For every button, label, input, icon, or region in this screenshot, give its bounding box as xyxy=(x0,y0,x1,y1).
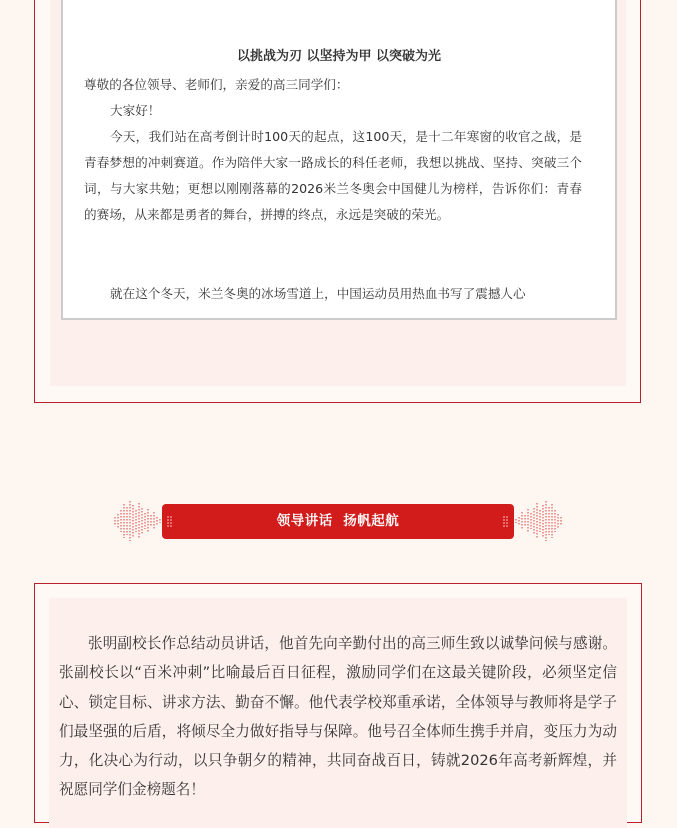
speech-card xyxy=(34,0,641,403)
speech-body: 今天，我们站在高考倒计时100天的起点，这100天，是十二年寒窗的收官之战，是青春梦想的冲刺赛道。作为陪伴大家一路成长的科任老师，我想以挑战、坚持、突破三个词，与大家共勉；更想以刚刚落幕的2026米兰冬奥会中国健儿为榜样，告诉你们：青春的赛场，从来都是勇者的舞台，拼搏的终点，永远是突破的荣光。 xyxy=(84,129,582,222)
speech-title: 以挑战为刃 以坚持为甲 以突破为光 xyxy=(236,49,442,64)
section-banner xyxy=(113,498,563,544)
summary-paragraph: 张明副校长作总结动员讲话，他首先向辛勤付出的高三师生致以诚挚问候与感谢。张副校长以“百米冲刺”比喻最后百日征程，激励同学们在这最关键阶段，必须坚定信心、锁定目标、讲求方法、勤奋不懈。他代表学校郑重承诺，全体领导与教师将是学子们最坚强的后盾，将倾尽全力做好指导与保障。他号召全体师生携手并肩，变压力为动力，化决心为行动，以只争朝夕的精神，共同奋战百日，铸就2026年高考新辉煌，并祝愿同学们金榜题名！ xyxy=(59,635,617,799)
speech-scroll-box[interactable] xyxy=(61,0,617,320)
summary-card xyxy=(34,583,642,823)
section-banner-label xyxy=(162,504,514,539)
speech-greeting: 大家好！ xyxy=(110,103,161,118)
speech-salutation: 尊敬的各位领导、老师们，亲爱的高三同学们： xyxy=(84,77,349,92)
speech-card-inner xyxy=(50,0,626,386)
speech-cut-line: 就在这个冬天，米兰冬奥的冰场雪道上，中国运动员用热血书写了震撼人心 xyxy=(110,286,526,301)
dots-left-icon xyxy=(166,515,174,529)
summary-card-inner xyxy=(49,598,627,828)
sound-wave-left-icon xyxy=(113,498,169,544)
sound-wave-right-icon xyxy=(507,498,563,544)
section-banner-text: 领导讲话 扬帆起航 xyxy=(276,513,400,529)
